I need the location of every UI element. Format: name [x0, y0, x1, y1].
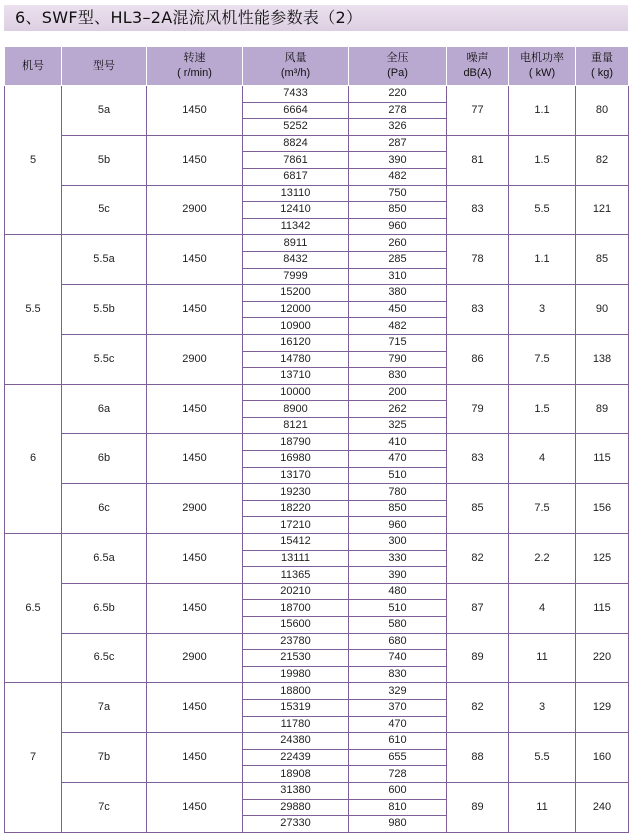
- weight-cell: 85: [576, 235, 629, 285]
- pressure-cell: 510: [349, 600, 447, 617]
- table-header: [5, 47, 629, 86]
- noise-cell: 79: [447, 384, 509, 434]
- pressure-cell: 810: [349, 799, 447, 816]
- pressure-cell: 326: [349, 119, 447, 136]
- header-model-no-label: 机号: [22, 59, 44, 72]
- model-no-cell: 5.5: [5, 235, 62, 384]
- airflow-cell: 20210: [243, 583, 349, 600]
- model-no-cell: 5: [5, 86, 62, 235]
- pressure-cell: 200: [349, 384, 447, 401]
- pressure-cell: 580: [349, 617, 447, 634]
- table-row: [5, 434, 629, 451]
- pressure-cell: 470: [349, 451, 447, 468]
- header-model-no: [5, 47, 62, 86]
- header-power: [509, 47, 576, 86]
- weight-cell: 90: [576, 285, 629, 335]
- table-row: [5, 334, 629, 351]
- header-speed-unit: ( r/min): [177, 67, 212, 79]
- pressure-cell: 220: [349, 86, 447, 103]
- header-speed: [147, 47, 243, 86]
- pressure-cell: 655: [349, 749, 447, 766]
- airflow-cell: 10000: [243, 384, 349, 401]
- speed-cell: 1450: [147, 434, 243, 484]
- power-cell: 1.5: [509, 135, 576, 185]
- airflow-cell: 8824: [243, 135, 349, 152]
- pressure-cell: 850: [349, 500, 447, 517]
- speed-cell: 1450: [147, 534, 243, 584]
- speed-cell: 1450: [147, 782, 243, 832]
- pressure-cell: 680: [349, 633, 447, 650]
- pressure-cell: 278: [349, 102, 447, 119]
- noise-cell: 83: [447, 285, 509, 335]
- header-noise-label: 噪声: [466, 52, 489, 64]
- pressure-cell: 390: [349, 567, 447, 584]
- power-cell: 2.2: [509, 534, 576, 584]
- speed-cell: 1450: [147, 683, 243, 733]
- header-power-unit: ( kW): [528, 67, 556, 79]
- airflow-cell: 7433: [243, 86, 349, 103]
- airflow-cell: 21530: [243, 650, 349, 667]
- airflow-cell: 5252: [243, 119, 349, 136]
- header-noise-unit: dB(A): [463, 67, 492, 79]
- table-row: [5, 782, 629, 799]
- pressure-cell: 410: [349, 434, 447, 451]
- speed-cell: 1450: [147, 583, 243, 633]
- airflow-cell: 14780: [243, 351, 349, 368]
- power-cell: 1.5: [509, 384, 576, 434]
- airflow-cell: 16120: [243, 334, 349, 351]
- header-weight: [576, 47, 629, 86]
- pressure-cell: 740: [349, 650, 447, 667]
- pressure-cell: 287: [349, 135, 447, 152]
- weight-cell: 240: [576, 782, 629, 832]
- noise-cell: 86: [447, 334, 509, 384]
- airflow-cell: 6664: [243, 102, 349, 119]
- pressure-cell: 310: [349, 268, 447, 285]
- power-cell: 11: [509, 633, 576, 683]
- speed-cell: 2900: [147, 334, 243, 384]
- power-cell: 7.5: [509, 334, 576, 384]
- speed-cell: 2900: [147, 185, 243, 235]
- type-cell: 5.5b: [62, 285, 147, 335]
- fan-spec-table: [4, 46, 629, 833]
- pressure-cell: 980: [349, 816, 447, 833]
- header-type-label: 型号: [93, 59, 115, 72]
- airflow-cell: 22439: [243, 749, 349, 766]
- model-no-cell: 6.5: [5, 534, 62, 683]
- airflow-cell: 13111: [243, 550, 349, 567]
- noise-cell: 77: [447, 86, 509, 136]
- weight-cell: 156: [576, 484, 629, 534]
- header-noise: [447, 47, 509, 86]
- power-cell: 3: [509, 683, 576, 733]
- pressure-cell: 600: [349, 782, 447, 799]
- table-row: [5, 484, 629, 501]
- airflow-cell: 7999: [243, 268, 349, 285]
- pressure-cell: 728: [349, 766, 447, 783]
- airflow-cell: 17210: [243, 517, 349, 534]
- header-type: [62, 47, 147, 86]
- power-cell: 5.5: [509, 185, 576, 235]
- pressure-cell: 482: [349, 318, 447, 335]
- pressure-cell: 850: [349, 202, 447, 219]
- airflow-cell: 7861: [243, 152, 349, 169]
- speed-cell: 1450: [147, 733, 243, 783]
- type-cell: 7c: [62, 782, 147, 832]
- airflow-cell: 24380: [243, 733, 349, 750]
- power-cell: 4: [509, 434, 576, 484]
- type-cell: 6.5c: [62, 633, 147, 683]
- type-cell: 6.5b: [62, 583, 147, 633]
- header-pressure-unit: (Pa): [387, 67, 408, 79]
- pressure-cell: 390: [349, 152, 447, 169]
- pressure-cell: 285: [349, 251, 447, 268]
- weight-cell: 220: [576, 633, 629, 683]
- pressure-cell: 330: [349, 550, 447, 567]
- speed-cell: 2900: [147, 484, 243, 534]
- type-cell: 5a: [62, 86, 147, 136]
- speed-cell: 1450: [147, 86, 243, 136]
- weight-cell: 89: [576, 384, 629, 434]
- type-cell: 6a: [62, 384, 147, 434]
- type-cell: 6b: [62, 434, 147, 484]
- header-row: [5, 47, 629, 86]
- table-row: [5, 185, 629, 202]
- noise-cell: 82: [447, 683, 509, 733]
- table-body: [5, 86, 629, 833]
- type-cell: 5.5c: [62, 334, 147, 384]
- airflow-cell: 8900: [243, 401, 349, 418]
- header-airflow-label: 风量: [284, 52, 307, 64]
- airflow-cell: 13710: [243, 368, 349, 385]
- pressure-cell: 329: [349, 683, 447, 700]
- pressure-cell: 830: [349, 666, 447, 683]
- speed-cell: 1450: [147, 285, 243, 335]
- weight-cell: 125: [576, 534, 629, 584]
- airflow-cell: 23780: [243, 633, 349, 650]
- header-weight-unit: ( kg): [591, 67, 613, 79]
- table-row: [5, 583, 629, 600]
- header-speed-label: 转速: [183, 52, 206, 64]
- airflow-cell: 8121: [243, 417, 349, 434]
- airflow-cell: 15319: [243, 699, 349, 716]
- airflow-cell: 31380: [243, 782, 349, 799]
- noise-cell: 85: [447, 484, 509, 534]
- weight-cell: 115: [576, 583, 629, 633]
- table-row: [5, 285, 629, 302]
- speed-cell: 1450: [147, 135, 243, 185]
- pressure-cell: 480: [349, 583, 447, 600]
- pressure-cell: 610: [349, 733, 447, 750]
- page-title: 6、SWF型、HL3–2A混流风机性能参数表（2）: [4, 5, 628, 31]
- noise-cell: 89: [447, 633, 509, 683]
- noise-cell: 88: [447, 733, 509, 783]
- power-cell: 3: [509, 285, 576, 335]
- airflow-cell: 8911: [243, 235, 349, 252]
- airflow-cell: 11365: [243, 567, 349, 584]
- pressure-cell: 482: [349, 168, 447, 185]
- header-power-label: 电机功率: [520, 52, 564, 64]
- pressure-cell: 780: [349, 484, 447, 501]
- pressure-cell: 960: [349, 517, 447, 534]
- airflow-cell: 18800: [243, 683, 349, 700]
- pressure-cell: 470: [349, 716, 447, 733]
- power-cell: 1.1: [509, 86, 576, 136]
- pressure-cell: 715: [349, 334, 447, 351]
- weight-cell: 115: [576, 434, 629, 484]
- airflow-cell: 13110: [243, 185, 349, 202]
- airflow-cell: 11780: [243, 716, 349, 733]
- noise-cell: 89: [447, 782, 509, 832]
- pressure-cell: 830: [349, 368, 447, 385]
- weight-cell: 121: [576, 185, 629, 235]
- noise-cell: 83: [447, 434, 509, 484]
- header-weight-label: 重量: [591, 52, 613, 64]
- type-cell: 5c: [62, 185, 147, 235]
- airflow-cell: 19230: [243, 484, 349, 501]
- header-airflow: [243, 47, 349, 86]
- header-pressure: [349, 47, 447, 86]
- power-cell: 4: [509, 583, 576, 633]
- weight-cell: 129: [576, 683, 629, 733]
- type-cell: 5b: [62, 135, 147, 185]
- pressure-cell: 260: [349, 235, 447, 252]
- noise-cell: 83: [447, 185, 509, 235]
- airflow-cell: 6817: [243, 168, 349, 185]
- pressure-cell: 450: [349, 301, 447, 318]
- type-cell: 7a: [62, 683, 147, 733]
- type-cell: 6.5a: [62, 534, 147, 584]
- table-row: [5, 86, 629, 103]
- airflow-cell: 11342: [243, 218, 349, 235]
- power-cell: 11: [509, 782, 576, 832]
- pressure-cell: 750: [349, 185, 447, 202]
- airflow-cell: 15412: [243, 534, 349, 551]
- airflow-cell: 15200: [243, 285, 349, 302]
- table-row: [5, 534, 629, 551]
- speed-cell: 1450: [147, 384, 243, 434]
- airflow-cell: 10900: [243, 318, 349, 335]
- airflow-cell: 18220: [243, 500, 349, 517]
- airflow-cell: 13170: [243, 467, 349, 484]
- airflow-cell: 27330: [243, 816, 349, 833]
- table-row: [5, 235, 629, 252]
- pressure-cell: 510: [349, 467, 447, 484]
- weight-cell: 138: [576, 334, 629, 384]
- airflow-cell: 15600: [243, 617, 349, 634]
- speed-cell: 1450: [147, 235, 243, 285]
- type-cell: 5.5a: [62, 235, 147, 285]
- table-row: [5, 633, 629, 650]
- airflow-cell: 19980: [243, 666, 349, 683]
- noise-cell: 78: [447, 235, 509, 285]
- airflow-cell: 8432: [243, 251, 349, 268]
- table-row: [5, 384, 629, 401]
- airflow-cell: 12410: [243, 202, 349, 219]
- pressure-cell: 380: [349, 285, 447, 302]
- noise-cell: 87: [447, 583, 509, 633]
- pressure-cell: 790: [349, 351, 447, 368]
- speed-cell: 2900: [147, 633, 243, 683]
- pressure-cell: 262: [349, 401, 447, 418]
- model-no-cell: 7: [5, 683, 62, 832]
- type-cell: 6c: [62, 484, 147, 534]
- weight-cell: 80: [576, 86, 629, 136]
- header-airflow-unit: (m³/h): [280, 67, 311, 79]
- airflow-cell: 18908: [243, 766, 349, 783]
- power-cell: 5.5: [509, 733, 576, 783]
- airflow-cell: 29880: [243, 799, 349, 816]
- header-pressure-label: 全压: [386, 52, 409, 64]
- table-row: [5, 683, 629, 700]
- weight-cell: 160: [576, 733, 629, 783]
- pressure-cell: 300: [349, 534, 447, 551]
- noise-cell: 82: [447, 534, 509, 584]
- table-row: [5, 135, 629, 152]
- pressure-cell: 370: [349, 699, 447, 716]
- table-row: [5, 733, 629, 750]
- power-cell: 7.5: [509, 484, 576, 534]
- type-cell: 7b: [62, 733, 147, 783]
- pressure-cell: 960: [349, 218, 447, 235]
- airflow-cell: 18790: [243, 434, 349, 451]
- airflow-cell: 16980: [243, 451, 349, 468]
- weight-cell: 82: [576, 135, 629, 185]
- model-no-cell: 6: [5, 384, 62, 533]
- power-cell: 1.1: [509, 235, 576, 285]
- noise-cell: 81: [447, 135, 509, 185]
- airflow-cell: 12000: [243, 301, 349, 318]
- pressure-cell: 325: [349, 417, 447, 434]
- airflow-cell: 18700: [243, 600, 349, 617]
